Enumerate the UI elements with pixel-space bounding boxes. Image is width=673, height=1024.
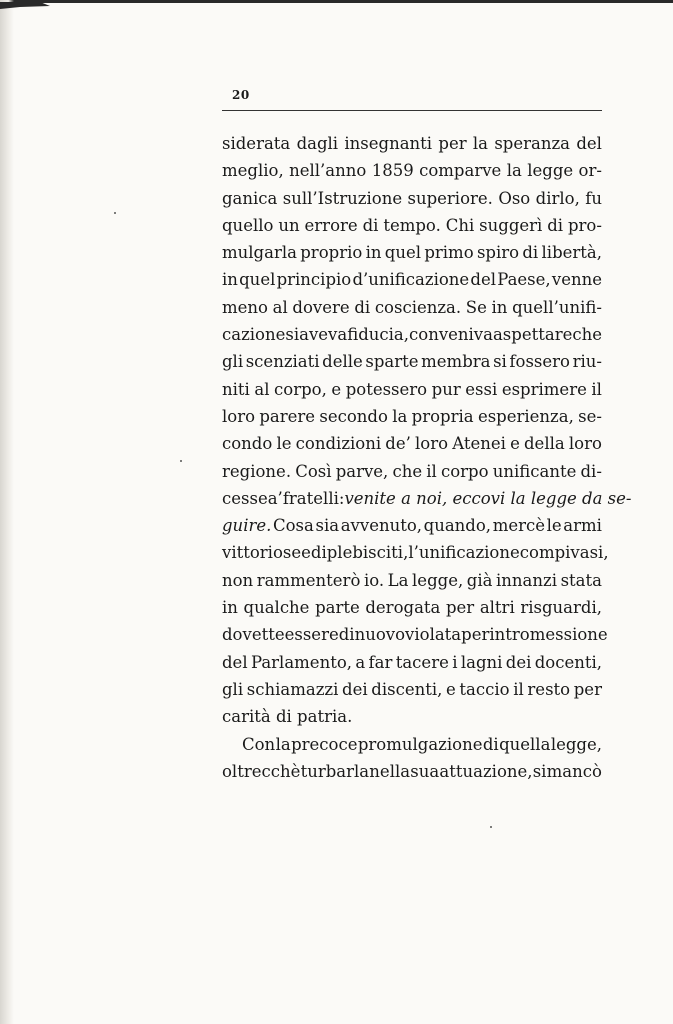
- word: per: [573, 679, 602, 699]
- word: promulgazione: [357, 734, 483, 754]
- word: Cosa: [273, 516, 314, 536]
- text-line: [222, 239, 602, 266]
- word: aspettare: [492, 325, 573, 345]
- word: loro: [568, 434, 602, 454]
- word: Paese,: [497, 270, 551, 290]
- word: cesse: [222, 488, 268, 508]
- word: che: [392, 461, 423, 481]
- word: principio: [276, 270, 352, 290]
- word: se-: [578, 406, 602, 426]
- word: dei: [342, 679, 368, 699]
- word: lagni: [460, 652, 503, 672]
- word: dovette: [222, 625, 285, 645]
- word: nuovo: [354, 625, 406, 645]
- word: carità di patria.: [222, 707, 353, 727]
- word: corpo,: [274, 379, 327, 399]
- word: secondo: [319, 406, 388, 426]
- word: propria: [411, 406, 474, 426]
- word: si: [532, 761, 547, 781]
- word: delle: [322, 352, 363, 372]
- text-line: [222, 676, 602, 703]
- word: al: [254, 379, 270, 399]
- word: di-: [580, 461, 602, 481]
- word: venite a noi, eccovi la legge da se-: [344, 488, 632, 508]
- word: la: [472, 134, 489, 153]
- word: che: [572, 325, 602, 345]
- word: resto: [527, 679, 571, 699]
- word: legge,: [550, 734, 602, 754]
- page-top-edge: [0, 0, 673, 3]
- word: legge,: [412, 570, 464, 590]
- word: primo: [424, 243, 474, 263]
- word: loro: [222, 406, 256, 426]
- word: e: [331, 379, 342, 399]
- word: plebisciti,: [326, 543, 409, 563]
- word: Se: [465, 297, 487, 317]
- word: loro: [415, 434, 449, 454]
- word: del: [222, 652, 248, 672]
- text-line: [222, 130, 602, 157]
- word: la: [392, 406, 408, 426]
- word: coscienza.: [374, 297, 462, 317]
- word: al: [272, 297, 288, 317]
- word: essi: [465, 379, 498, 399]
- word: in: [491, 297, 508, 317]
- word: de’: [385, 434, 411, 454]
- word: a’: [267, 488, 283, 508]
- text-line: [222, 649, 602, 676]
- word: siderata: [222, 134, 291, 153]
- binding-shadow: [0, 0, 14, 1024]
- text-line: [222, 594, 602, 621]
- word: dovere: [292, 297, 350, 317]
- word: Oso: [498, 188, 531, 208]
- text-line: [222, 731, 602, 758]
- header-rule: [222, 110, 602, 111]
- word: dirlo,: [535, 188, 580, 208]
- word: sparte: [365, 352, 419, 372]
- text-line: [222, 157, 602, 184]
- word: nella: [369, 761, 411, 781]
- word: quel: [384, 243, 422, 263]
- word: fratelli:: [282, 488, 345, 508]
- word: taccio: [459, 679, 510, 699]
- word: le: [546, 516, 562, 536]
- word: risguardi,: [520, 598, 602, 618]
- word: fiducia,: [347, 325, 410, 345]
- word: speranza: [494, 134, 571, 153]
- word: io.: [363, 570, 385, 590]
- word: si: [285, 325, 300, 345]
- word: meno: [222, 297, 268, 317]
- word: altri: [479, 598, 515, 618]
- word: superiore.: [407, 188, 493, 208]
- word: d’unificazione: [352, 270, 470, 290]
- word: la: [275, 734, 291, 754]
- word: i: [321, 543, 327, 563]
- word: insegnanti: [344, 134, 433, 153]
- word: di: [354, 297, 371, 317]
- word: un: [278, 215, 300, 235]
- word: libertà,: [541, 243, 602, 263]
- word: essere: [284, 625, 339, 645]
- word: esprimere: [501, 379, 587, 399]
- word: per: [461, 625, 490, 645]
- text-line: [222, 266, 602, 293]
- word: a: [355, 652, 366, 672]
- text-line: [222, 703, 602, 730]
- word: ganica: [222, 188, 278, 208]
- word: tacere: [395, 652, 449, 672]
- word: di: [522, 243, 539, 263]
- word: armi: [563, 516, 602, 536]
- word: corpo: [440, 461, 489, 481]
- word: potessero: [345, 379, 428, 399]
- text-line: [222, 458, 602, 485]
- word: in: [222, 270, 238, 290]
- word: il: [513, 679, 524, 699]
- text-line: [222, 539, 609, 566]
- text-line: [222, 403, 602, 430]
- word: Chi: [445, 215, 475, 235]
- word: guire.: [222, 516, 272, 536]
- word: comparve: [419, 161, 502, 181]
- text-line: [222, 512, 602, 539]
- word: quella: [499, 734, 551, 754]
- text-line: [222, 348, 602, 375]
- word: il: [591, 379, 602, 399]
- word: or-: [578, 161, 602, 181]
- word: aveva: [299, 325, 348, 345]
- word: la: [506, 161, 522, 181]
- word: pro-: [567, 215, 602, 235]
- word: discenti,: [371, 679, 443, 699]
- word: il: [426, 461, 437, 481]
- word: si: [493, 352, 507, 372]
- word: gli: [222, 679, 244, 699]
- word: per: [438, 134, 467, 153]
- word: Parlamento,: [250, 652, 352, 672]
- word: docenti,: [534, 652, 602, 672]
- word: di: [338, 625, 355, 645]
- text-line: [222, 321, 602, 348]
- word: sull’Istruzione: [282, 188, 403, 208]
- word: far: [368, 652, 393, 672]
- word: innanzi: [496, 570, 557, 590]
- word: della: [524, 434, 565, 454]
- word: rammenterò: [256, 570, 361, 590]
- word: condo: [222, 434, 273, 454]
- binding-ink-mark: [0, 0, 58, 12]
- word: di: [547, 215, 564, 235]
- text-line: [222, 621, 608, 648]
- word: già: [466, 570, 493, 590]
- text-line: [222, 758, 602, 785]
- word: non: [222, 570, 254, 590]
- word: sua: [410, 761, 440, 781]
- word: mercè: [492, 516, 545, 536]
- word: Con: [242, 734, 276, 754]
- word: di: [482, 734, 499, 754]
- word: sia: [315, 516, 340, 536]
- word: e: [510, 434, 520, 454]
- word: scenziati: [245, 352, 320, 372]
- word: quell’unifi-: [512, 297, 602, 317]
- word: turbarla: [300, 761, 370, 781]
- text-line: [222, 567, 602, 594]
- word: derogata: [365, 598, 441, 618]
- word: tempo.: [383, 215, 441, 235]
- word: conveniva: [409, 325, 493, 345]
- word: legge: [527, 161, 574, 181]
- word: le: [276, 434, 292, 454]
- text-line: [222, 212, 602, 239]
- word: riu-: [572, 352, 602, 372]
- word: in: [365, 243, 382, 263]
- word: schiamazzi: [246, 679, 339, 699]
- word: stata: [560, 570, 602, 590]
- word: precoce: [291, 734, 358, 754]
- word: quando,: [423, 516, 492, 536]
- word: fu: [585, 188, 602, 208]
- word: mancò: [546, 761, 602, 781]
- page-number: 20: [232, 88, 250, 102]
- word: i: [452, 652, 458, 672]
- word: mulgarla: [222, 243, 297, 263]
- word: parve,: [335, 461, 389, 481]
- word: errore: [304, 215, 358, 235]
- word: parere: [259, 406, 316, 426]
- word: La: [387, 570, 409, 590]
- paper-speck: [490, 826, 492, 828]
- word: venne: [551, 270, 602, 290]
- word: esperienza,: [477, 406, 574, 426]
- word: vittoriose: [222, 543, 302, 563]
- word: membra: [421, 352, 491, 372]
- word: unificante: [492, 461, 577, 481]
- word: Così: [295, 461, 332, 481]
- word: quello: [222, 215, 274, 235]
- word: pur: [431, 379, 461, 399]
- paper-speck: [114, 212, 116, 214]
- word: qualche: [243, 598, 310, 618]
- word: parte: [315, 598, 360, 618]
- word: spiro: [476, 243, 520, 263]
- word: cazione: [222, 325, 286, 345]
- word: e: [446, 679, 456, 699]
- word: fossero: [509, 352, 570, 372]
- text-line: [222, 185, 602, 212]
- word: dagli: [296, 134, 339, 153]
- word: niti: [222, 379, 250, 399]
- word: l’unificazione: [408, 543, 520, 563]
- word: intromessione: [489, 625, 608, 645]
- text-line: [222, 376, 602, 403]
- word: proprio: [300, 243, 363, 263]
- body-text: [222, 130, 632, 785]
- text-line: [222, 430, 602, 457]
- text-line: [222, 294, 602, 321]
- word: nell’anno: [289, 161, 367, 181]
- word: oltrecchè: [222, 761, 301, 781]
- word: in: [222, 598, 238, 618]
- word: gli: [222, 352, 244, 372]
- word: suggerì: [479, 215, 543, 235]
- word: dei: [505, 652, 532, 672]
- word: meglio,: [222, 161, 284, 181]
- word: ed: [301, 543, 322, 563]
- word: avvenuto,: [340, 516, 423, 536]
- word: 1859: [371, 161, 414, 181]
- word: di: [362, 215, 379, 235]
- word: del: [576, 134, 602, 153]
- word: del: [470, 270, 496, 290]
- word: condizioni: [295, 434, 382, 454]
- word: violata: [405, 625, 462, 645]
- text-line: [222, 485, 632, 512]
- word: quel: [239, 270, 276, 290]
- word: Atenei: [452, 434, 506, 454]
- word: compivasi,: [519, 543, 609, 563]
- word: per: [445, 598, 475, 618]
- word: regione.: [222, 461, 292, 481]
- paper-speck: [180, 460, 182, 462]
- word: attuazione,: [439, 761, 533, 781]
